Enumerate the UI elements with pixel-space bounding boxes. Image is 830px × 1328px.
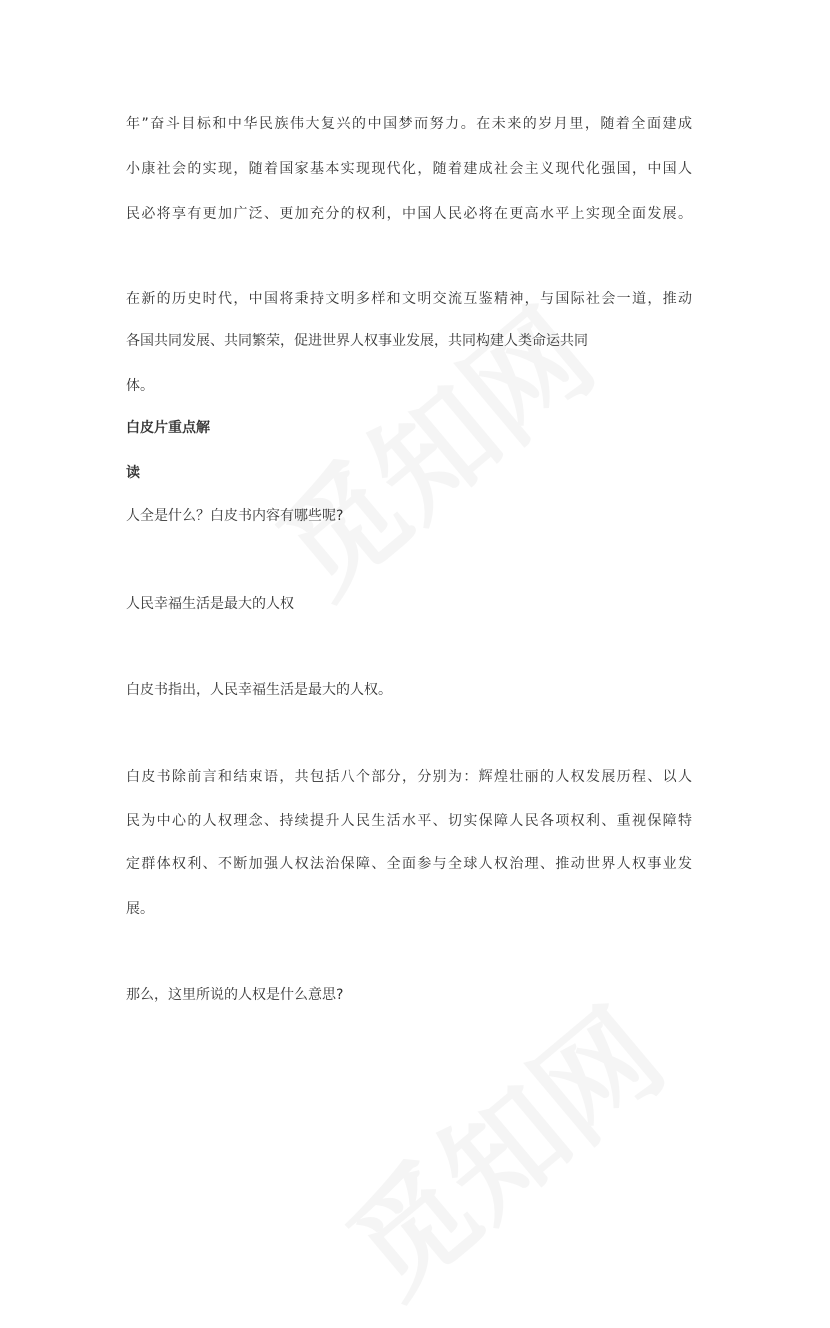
section-heading: 白皮片重点解 xyxy=(126,420,210,436)
paragraph-line: 体。 xyxy=(126,378,154,394)
paragraph-line: 各国共同发展、共同繁荣，促进世界人权事业发展，共同构建人类命运共同 xyxy=(126,333,588,349)
paragraph-line: 小康社会的实现，随着国家基本实现现代化，随着建成社会主义现代化强国，中国人 xyxy=(126,161,692,177)
paragraph-line: 在新的历史时代，中国将秉持文明多样和文明交流互鉴精神，与国际社会一道，推动 xyxy=(126,291,692,307)
section-heading-continued: 读 xyxy=(126,465,140,481)
paragraph-line: 白皮书指出，人民幸福生活是最大的人权。 xyxy=(126,682,392,698)
question-line: 那么，这里所说的人权是什么意思? xyxy=(126,987,344,1003)
paragraph-line: 白皮书除前言和结束语，共包括八个部分，分别为：辉煌壮丽的人权发展历程、以人 xyxy=(126,769,692,785)
question-line: 人全是什么？白皮书内容有哪些呢? xyxy=(126,508,344,524)
subheading: 人民幸福生活是最大的人权 xyxy=(126,596,294,612)
paragraph-line: 定群体权利、不断加强人权法治保障、全面参与全球人权治理、推动世界人权事业发 xyxy=(126,856,692,872)
paragraph-line: 年”奋斗目标和中华民族伟大复兴的中国梦而努力。在未来的岁月里，随着全面建成 xyxy=(126,116,692,132)
watermark xyxy=(237,264,623,627)
paragraph-line: 民必将享有更加广泛、更加充分的权利，中国人民必将在更高水平上实现全面发展。 xyxy=(126,206,692,222)
paragraph-line: 民为中心的人权理念、持续提升人民生活水平、切实保障人民各项权利、重视保障特 xyxy=(126,813,692,829)
paragraph-line: 展。 xyxy=(126,901,154,917)
watermark-bottom xyxy=(307,964,693,1327)
